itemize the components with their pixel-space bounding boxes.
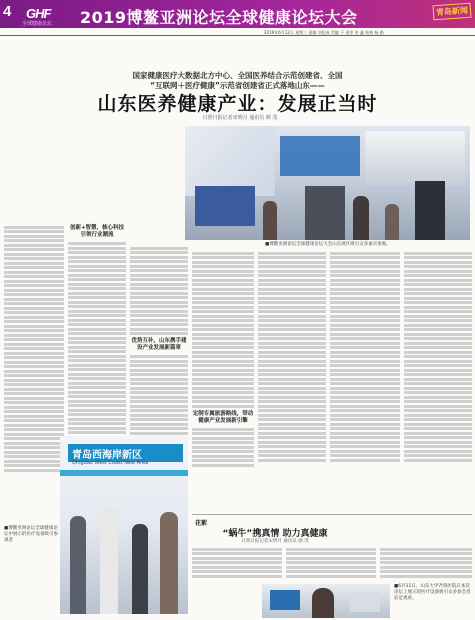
section-heading-1: 创新+智慧，核心科技引领行业潮流 xyxy=(69,225,125,238)
forum-logo: GHF xyxy=(26,6,51,21)
side-story-photo xyxy=(262,584,390,618)
side-story-column-1 xyxy=(192,546,282,584)
article-column-1 xyxy=(4,224,64,514)
banner-title: 2019博鳌亚洲论坛全球健康论坛大会 xyxy=(80,8,358,27)
article-byline: 日照日报记者宋明月 通讯员 颜 茂 xyxy=(202,115,278,121)
side-story-column-2 xyxy=(286,546,376,584)
qingdao-booth-photo xyxy=(60,436,188,614)
article-subhead-1: 国家健康医疗大数据北方中心、全国医养结合示范创建省、全国 xyxy=(132,71,343,80)
qingdao-booth-caption: ■博鳌亚洲论坛全球健康论坛中展示的医疗设备吸引参观者 xyxy=(4,526,58,543)
article-column-6 xyxy=(330,250,400,512)
page-number: 4 xyxy=(3,3,12,20)
exhibition-photo-caption: ■博鳌亚洲论坛全球健康论坛大会山东展区吸引众多嘉宾参观。 xyxy=(265,242,391,247)
booth-sign: 青岛西海岸新区 xyxy=(72,450,142,461)
article-column-7 xyxy=(404,250,472,512)
side-story-photo-caption: ■6月11日，山东大学齐鲁医院在本次论坛上展示的医疗设备吸引众多参会者驻足观看。 xyxy=(394,584,471,601)
section-heading-3: 定制专属旅游路线，带动健康产业发展新引擎 xyxy=(192,410,254,424)
dateline: 2019年6月12日 星期三 责编 刘佳成 美编 于 责审 张 鑫 检校 杨 路 xyxy=(264,30,384,35)
article-column-5 xyxy=(258,250,326,512)
exhibition-photo xyxy=(185,126,470,240)
booth-sign-english: Qingdao West Coast New Area xyxy=(72,460,149,466)
forum-logo-subtitle: 全球健康论坛 xyxy=(22,21,53,27)
page-banner xyxy=(0,0,475,28)
newspaper-stamp: 青岛新闻 xyxy=(433,3,472,21)
side-story-column-3 xyxy=(380,546,472,584)
header-rule xyxy=(0,35,475,36)
side-story-divider xyxy=(192,514,472,515)
side-story-kicker: 花絮 xyxy=(195,520,208,527)
section-heading-2: 优势互补，山东携手建设产业发展新篇章 xyxy=(131,338,187,351)
article-subhead-2: “互联网＋医疗健康”示范省创建省正式落地山东—— xyxy=(150,81,325,90)
article-headline: 山东医养健康产业：发展正当时 xyxy=(97,93,378,115)
side-story-headline: “蜗牛”携真情 助力真健康 xyxy=(222,529,328,539)
article-column-4 xyxy=(192,250,254,512)
side-story-byline: 日照日报记者宋明月 通讯员 颜 茂 xyxy=(241,539,309,544)
